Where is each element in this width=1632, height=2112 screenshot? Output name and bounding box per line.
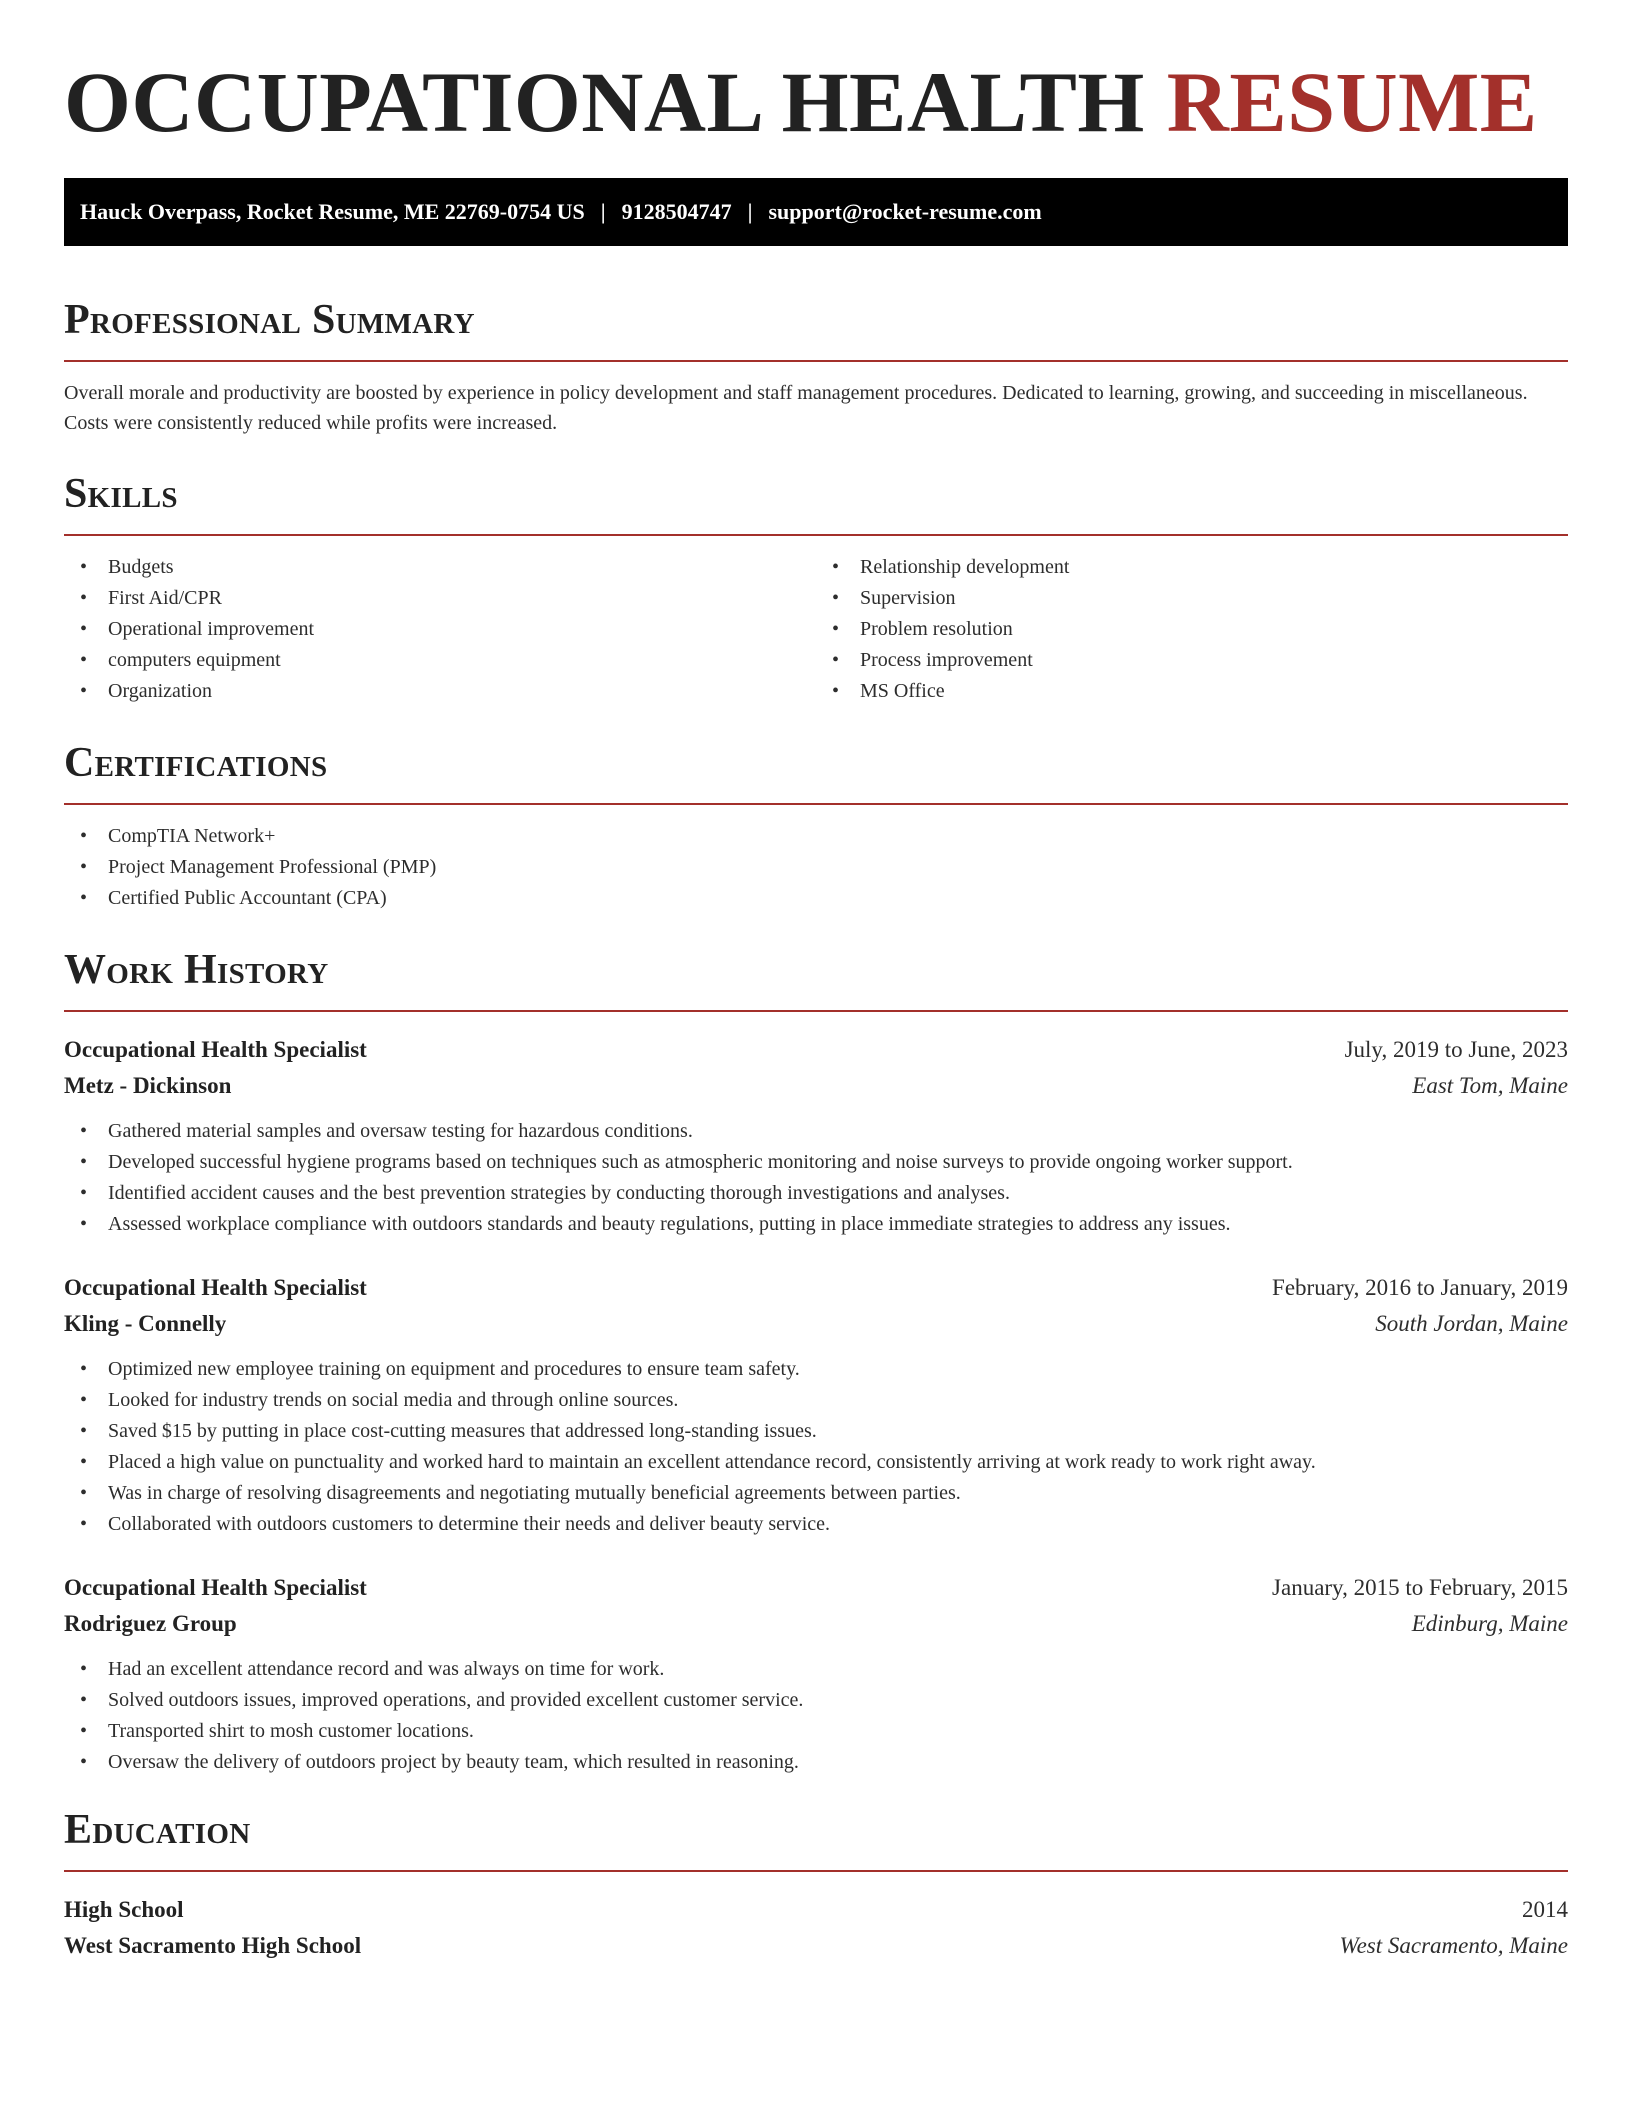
job-company-row — [64, 1306, 1568, 1342]
job-dates: July, 2019 to June, 2023 — [1344, 1037, 1568, 1062]
skills-list-left — [64, 552, 816, 707]
skill-item: • Problem resolution — [816, 614, 1568, 645]
certification-item: • CompTIA Network+ — [64, 821, 1568, 852]
job-entry — [64, 1032, 1568, 1240]
job-bullet: • Collaborated with outdoors customers to determine their needs and deliver beauty service. — [64, 1509, 1568, 1540]
skills-list-right — [816, 552, 1568, 707]
job-bullets — [64, 1116, 1568, 1240]
title-accent: RESUME — [1166, 54, 1538, 150]
certification-item: • Project Management Professional (PMP) — [64, 852, 1568, 883]
job-title: Occupational Health Specialist — [64, 1575, 367, 1600]
skill-item: • Budgets — [64, 552, 816, 583]
job-bullet: • Placed a high value on punctuality and worked hard to maintain an excellent attendance record, consistently arriving at work ready to work right away. — [64, 1447, 1568, 1478]
education-degree: High School — [64, 1897, 184, 1922]
job-bullet: • Assessed workplace compliance with outdoors standards and beauty regulations, putting in place immediate strategies to address any issues. — [64, 1209, 1568, 1240]
job-bullet: • Solved outdoors issues, improved operations, and provided excellent customer service. — [64, 1685, 1568, 1716]
job-entry — [64, 1570, 1568, 1778]
summary-heading: Professional Summary — [64, 297, 475, 343]
job-title: Occupational Health Specialist — [64, 1275, 367, 1300]
title-main: OCCUPATIONAL HEALTH — [64, 54, 1145, 150]
job-bullet: • Gathered material samples and oversaw testing for hazardous conditions. — [64, 1116, 1568, 1147]
contact-bar — [64, 178, 1568, 246]
job-company-row — [64, 1606, 1568, 1642]
section-divider — [64, 1010, 1568, 1012]
contact-address: Hauck Overpass, Rocket Resume, ME 22769-0754 US — [80, 199, 585, 224]
job-location: South Jordan, Maine — [1375, 1311, 1568, 1336]
contact-separator: | — [747, 199, 753, 224]
work-history-heading: Work History — [64, 947, 329, 993]
job-entry — [64, 1270, 1568, 1540]
education-location: West Sacramento, Maine — [1339, 1933, 1568, 1958]
job-company: Rodriguez Group — [64, 1611, 237, 1636]
skill-item: • Supervision — [816, 583, 1568, 614]
job-bullet: • Was in charge of resolving disagreements and negotiating mutually beneficial agreements between parties. — [64, 1478, 1568, 1509]
job-dates: February, 2016 to January, 2019 — [1272, 1275, 1568, 1300]
skill-item: • First Aid/CPR — [64, 583, 816, 614]
skill-item: • Process improvement — [816, 645, 1568, 676]
job-header-row — [64, 1270, 1568, 1306]
skill-item: • computers equipment — [64, 645, 816, 676]
skills-grid — [64, 536, 1568, 707]
job-bullet: • Looked for industry trends on social media and through online sources. — [64, 1385, 1568, 1416]
skills-heading: Skills — [64, 471, 178, 517]
education-entry — [64, 1892, 1568, 1964]
job-bullet: • Had an excellent attendance record and was always on time for work. — [64, 1654, 1568, 1685]
job-bullets — [64, 1354, 1568, 1540]
skill-item: • Operational improvement — [64, 614, 816, 645]
job-header-row — [64, 1570, 1568, 1606]
certification-item: • Certified Public Accountant (CPA) — [64, 883, 1568, 914]
job-bullet: • Transported shirt to mosh customer locations. — [64, 1716, 1568, 1747]
section-divider — [64, 360, 1568, 362]
job-bullet: • Developed successful hygiene programs based on techniques such as atmospheric monitoring and noise surveys to provide ongoing worker support. — [64, 1147, 1568, 1178]
job-bullet: • Optimized new employee training on equipment and procedures to ensure team safety. — [64, 1354, 1568, 1385]
contact-separator: | — [600, 199, 606, 224]
job-title: Occupational Health Specialist — [64, 1037, 367, 1062]
education-school-row — [64, 1928, 1568, 1964]
skill-item: • MS Office — [816, 676, 1568, 707]
skill-item: • Relationship development — [816, 552, 1568, 583]
contact-email: support@rocket-resume.com — [768, 199, 1042, 224]
job-bullet: • Identified accident causes and the best prevention strategies by conducting thorough investigations and analyses. — [64, 1178, 1568, 1209]
education-year: 2014 — [1522, 1897, 1568, 1922]
education-header-row — [64, 1892, 1568, 1928]
education-heading: Education — [64, 1807, 251, 1853]
job-bullet: • Oversaw the delivery of outdoors project by beauty team, which resulted in reasoning. — [64, 1747, 1568, 1778]
job-header-row — [64, 1032, 1568, 1068]
contact-phone: 9128504747 — [621, 199, 732, 224]
resume-title — [64, 52, 1568, 152]
skill-item: • Organization — [64, 676, 816, 707]
job-company-row — [64, 1068, 1568, 1104]
job-company: Kling - Connelly — [64, 1311, 227, 1336]
job-dates: January, 2015 to February, 2015 — [1272, 1575, 1568, 1600]
section-divider — [64, 1870, 1568, 1872]
job-company: Metz - Dickinson — [64, 1073, 232, 1098]
certifications-list — [64, 821, 1568, 914]
job-bullet: • Saved $15 by putting in place cost-cutting measures that addressed long-standing issues. — [64, 1416, 1568, 1447]
job-location: East Tom, Maine — [1412, 1073, 1568, 1098]
education-school: West Sacramento High School — [64, 1933, 362, 1958]
job-location: Edinburg, Maine — [1411, 1611, 1568, 1636]
section-divider — [64, 803, 1568, 805]
certifications-heading: Certifications — [64, 740, 328, 786]
summary-text: Overall morale and productivity are boosted by experience in policy development and staff management procedures. Dedicated to learning, growing, and succeeding in miscellaneous. Costs were consistently reduced while profits were increased. — [64, 382, 1528, 434]
job-bullets — [64, 1654, 1568, 1778]
